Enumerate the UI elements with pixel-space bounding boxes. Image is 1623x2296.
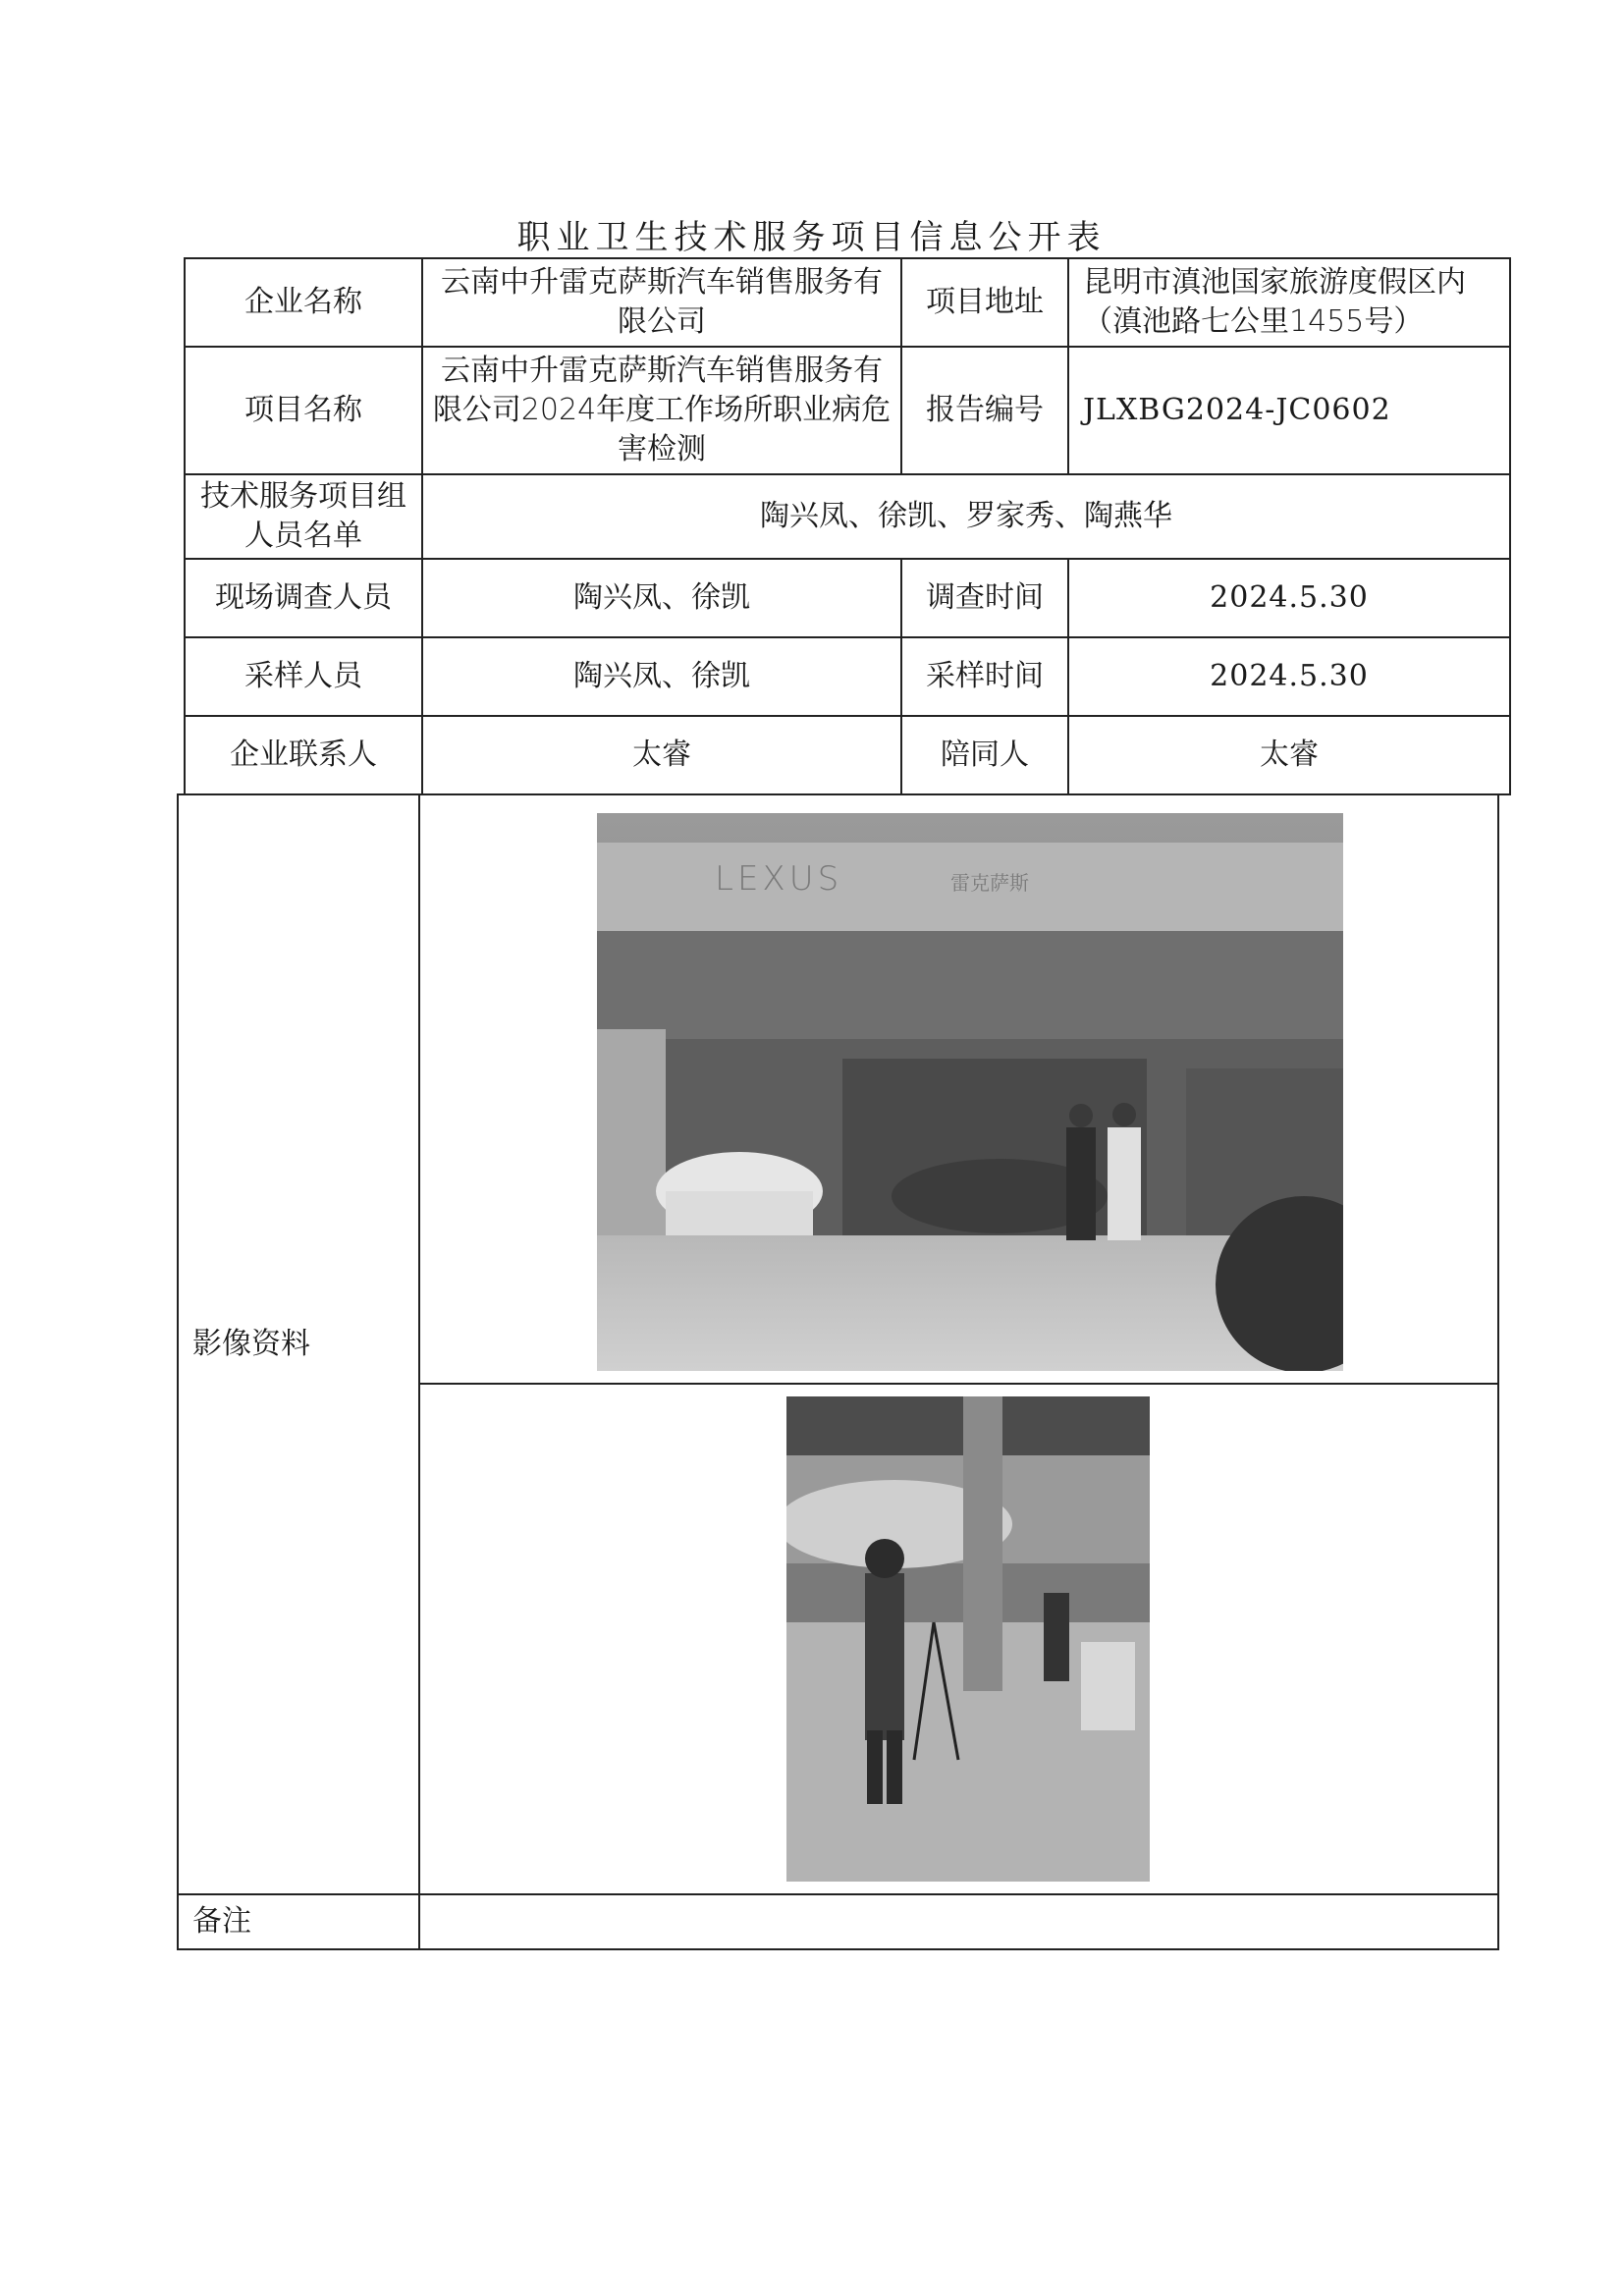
- workshop-image: [786, 1396, 1150, 1882]
- team-members: 陶兴凤、徐凯、罗家秀、陶燕华: [422, 474, 1510, 559]
- storefront-photo: [597, 813, 1343, 1371]
- row-team: [185, 474, 1510, 559]
- photo-cell-2: [419, 1384, 1498, 1894]
- sampling-time-label: 采样时间: [901, 637, 1068, 716]
- report-no-label: 报告编号: [901, 347, 1068, 474]
- row-photo-1: [178, 794, 1498, 1384]
- survey-time: 2024.5.30: [1068, 559, 1510, 637]
- row-project: [185, 347, 1510, 474]
- images-table: [177, 793, 1499, 1950]
- row-remarks: [178, 1894, 1498, 1949]
- row-survey: [185, 559, 1510, 637]
- sampling-staff: 陶兴凤、徐凯: [422, 637, 901, 716]
- project-name: 云南中升雷克萨斯汽车销售服务有限公司2024年度工作场所职业病危害检测: [422, 347, 901, 474]
- storefront-image: [597, 813, 1343, 1371]
- contact: 太睿: [422, 716, 901, 794]
- company-name: 云南中升雷克萨斯汽车销售服务有限公司: [422, 258, 901, 347]
- project-address-label: 项目地址: [901, 258, 1068, 347]
- row-contact: [185, 716, 1510, 794]
- row-sampling: [185, 637, 1510, 716]
- escort: 太睿: [1068, 716, 1510, 794]
- survey-staff: 陶兴凤、徐凯: [422, 559, 901, 637]
- remarks-value: [419, 1894, 1498, 1949]
- lexus-sign-cn: 雷克萨斯: [950, 871, 1029, 895]
- photo-cell-1: [419, 794, 1498, 1384]
- survey-staff-label: 现场调查人员: [185, 559, 422, 637]
- contact-label: 企业联系人: [185, 716, 422, 794]
- images-label: 影像资料: [178, 794, 419, 1894]
- remarks-label: 备注: [178, 1894, 419, 1949]
- team-label: 技术服务项目组人员名单: [185, 474, 422, 559]
- sampling-staff-label: 采样人员: [185, 637, 422, 716]
- sampling-time: 2024.5.30: [1068, 637, 1510, 716]
- escort-label: 陪同人: [901, 716, 1068, 794]
- page-title: 职业卫生技术服务项目信息公开表: [516, 218, 1107, 257]
- workshop-photo: [786, 1396, 1150, 1882]
- project-address: 昆明市滇池国家旅游度假区内（滇池路七公里1455号）: [1068, 258, 1510, 347]
- company-name-label: 企业名称: [185, 258, 422, 347]
- project-name-label: 项目名称: [185, 347, 422, 474]
- row-company: [185, 258, 1510, 347]
- info-table: [184, 257, 1511, 795]
- survey-time-label: 调查时间: [901, 559, 1068, 637]
- report-no: JLXBG2024-JC0602: [1068, 347, 1510, 474]
- lexus-sign: LEXUS: [715, 859, 843, 899]
